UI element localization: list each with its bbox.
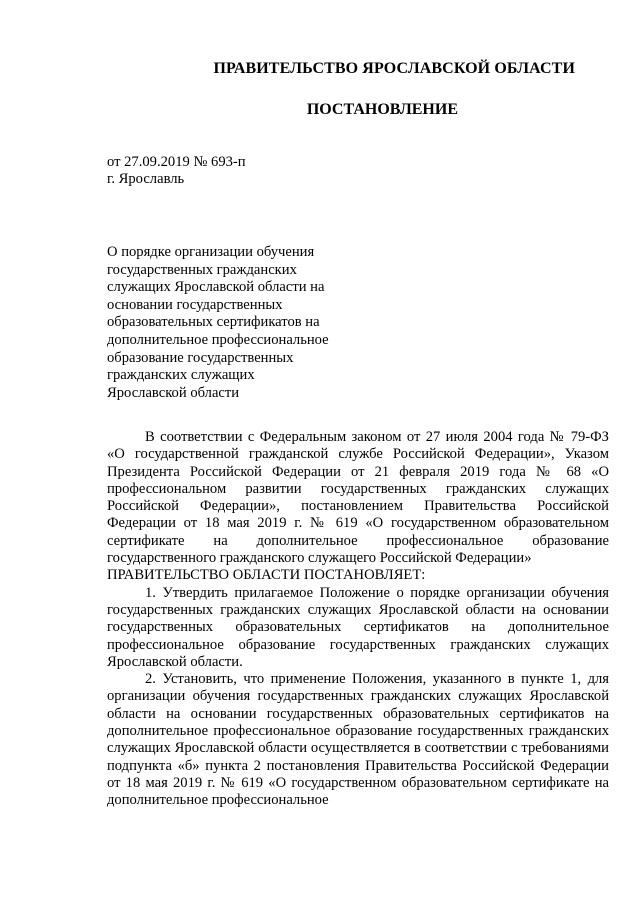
document-meta (107, 154, 246, 188)
preamble-paragraph: В соответствии с Федеральным законом от 27 июля 2004 года № 79-ФЗ «О государственной гражданской службе Российской Федерации», Указом Президента Российской Федерации от 21 февраля 2019 года № 68 «О профессиональном развитии государственных гражданских служащих Российской Федерации», постановлением Правительства Российской Федерации от 18 мая 2019 г. № 619 «О государственном образовательном сертификате на дополнительное профессиональное образование государственного гражданского служащего Российской Федерации» (107, 429, 609, 567)
item-1-paragraph: 1. Утвердить прилагаемое Положение о порядке организации обучения государственных гражданских служащих Ярославской области на основании государственных образовательных сертификатов на дополнительное профессиональное образование государственных гражданских служащих Ярославской области. (107, 584, 609, 670)
subject-line: Ярославской области (107, 384, 240, 401)
subject-block (107, 244, 367, 402)
subject-line: образование государственных (107, 349, 294, 366)
document-type-title: ПОСТАНОВЛЕНИЕ (306, 101, 458, 118)
item-2-paragraph: 2. Установить, что применение Положения, указанного в пункте 1, для организации обучения государственных гражданских служащих Ярославской области на основании государственных образовательных сертификатов на дополнительное профессиональное образование государственных гражданских служащих Ярославской области осуществляется в соответствии с требованиями подпункта «б» пункта 2 постановления Правительства Российской Федерации от 18 мая 2019 г. № 619 «О государственном образовательном сертификате на дополнительное профессиональное (107, 671, 609, 809)
date-number: от 27.09.2019 № 693-п (107, 154, 246, 170)
subject-line: О порядке организации обучения (107, 244, 315, 260)
document-body (107, 429, 609, 810)
place: г. Ярославль (107, 171, 185, 187)
subject-line: дополнительное профессиональное (107, 331, 329, 348)
subject-line: образовательных сертификатов на (107, 314, 320, 331)
decree-line: ПРАВИТЕЛЬСТВО ОБЛАСТИ ПОСТАНОВЛЯЕТ: (107, 567, 426, 584)
subject-line: государственных гражданских (107, 261, 297, 278)
subject-line: гражданских служащих (107, 367, 255, 384)
subject-line: служащих Ярославской области на (107, 279, 325, 296)
subject-line: основании государственных (107, 296, 283, 313)
organization-title: ПРАВИТЕЛЬСТВО ЯРОСЛАВСКОЙ ОБЛАСТИ (213, 60, 575, 77)
